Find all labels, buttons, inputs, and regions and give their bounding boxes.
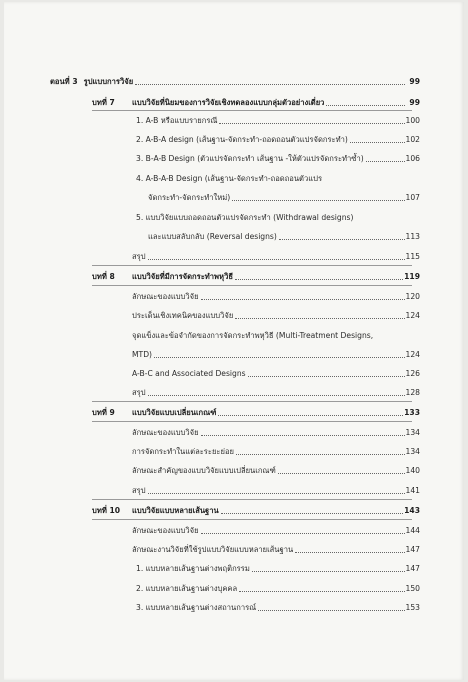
toc-item[interactable] (132, 466, 420, 476)
dot-leader (278, 472, 405, 474)
page-number: 133 (404, 408, 420, 417)
page-number: 100 (405, 116, 420, 125)
dot-leader (135, 83, 405, 85)
chapter-title: แบบวิจัยแบบหลายเส้นฐาน (132, 506, 219, 515)
toc-item-text: จุดแข็งและข้อจำกัดของการจัดกระทำพหุวิธี (Multi-Treatment Designs, (132, 331, 374, 340)
dot-leader (248, 375, 405, 377)
dot-leader (295, 551, 404, 553)
toc-item-text: การจัดกระทำในแต่ละระยะย่อย (132, 447, 234, 456)
dot-leader (201, 298, 405, 300)
dot-leader (235, 278, 403, 280)
part-title: รูปแบบการวิจัย (83, 77, 134, 86)
dot-leader (252, 570, 405, 572)
toc-item[interactable] (132, 545, 420, 555)
dot-leader (219, 122, 404, 124)
dot-leader (235, 317, 404, 319)
toc-item-text: 2. A-B-A design (เส้นฐาน-จัดกระทำ-ถอดถอนตัวแปรจัดกระทำ) (136, 135, 348, 144)
dot-leader (148, 394, 405, 396)
toc-item[interactable] (132, 564, 420, 574)
dot-leader (326, 104, 405, 106)
toc-chapter-entry[interactable] (132, 408, 420, 418)
page-number: 147 (405, 545, 420, 554)
dot-leader (148, 492, 405, 494)
dot-leader (218, 414, 403, 416)
toc-item[interactable] (132, 252, 420, 262)
dot-leader (232, 199, 404, 201)
toc-item-text: 3. แบบหลายเส้นฐานต่างสถานการณ์ (136, 603, 257, 612)
dot-leader (154, 356, 404, 358)
toc-part-entry[interactable] (50, 77, 420, 87)
dot-leader (279, 238, 405, 240)
toc-item-text: 3. B-A-B Design (ตัวแปรจัดกระทำ เส้นฐาน -ให้ตัวแปรจัดกระทำซ้ำ) (136, 154, 364, 163)
page-number: 124 (405, 350, 420, 359)
dot-leader (350, 141, 405, 143)
toc-item-continuation: จัดกระทำ-จัดกระทำใหม่) (148, 193, 231, 202)
page-number: 126 (405, 369, 420, 378)
toc-item-text: ลักษณะของแบบวิจัย (132, 292, 199, 301)
toc-item[interactable] (132, 135, 420, 145)
page-number: 143 (404, 506, 420, 515)
divider (92, 110, 412, 111)
toc-item[interactable] (132, 193, 420, 203)
page-number: 107 (405, 193, 420, 202)
divider (92, 265, 412, 266)
toc-item-text: สรุป (132, 486, 146, 495)
part-label: ตอนที่ 3 (50, 77, 78, 86)
toc-item[interactable] (132, 232, 420, 242)
chapter-label: บทที่ 9 (92, 408, 115, 417)
toc-item[interactable] (132, 584, 420, 594)
page-number: 119 (404, 272, 420, 281)
toc-item[interactable] (132, 350, 420, 360)
dot-leader (201, 434, 405, 436)
page-number: 106 (405, 154, 420, 163)
toc-item-text: ลักษณะของแบบวิจัย (132, 428, 199, 437)
toc-item-text: สรุป (132, 388, 146, 397)
page-number: 102 (405, 135, 420, 144)
toc-chapter-entry[interactable] (132, 98, 420, 108)
toc-item[interactable] (132, 428, 420, 438)
chapter-label: บทที่ 10 (92, 506, 121, 515)
page-number: 115 (405, 252, 420, 261)
toc-item-text: ลักษณะสำคัญของแบบวิจัยแบบเปลี่ยนเกณฑ์ (132, 466, 276, 475)
page-number: 113 (405, 232, 420, 241)
toc-item[interactable] (132, 603, 420, 613)
toc-item[interactable] (132, 116, 420, 126)
toc-item-continuation: และแบบสลับกลับ (Reversal designs) (148, 232, 277, 241)
toc-item[interactable] (132, 526, 420, 536)
page-number: 99 (409, 98, 420, 107)
dot-leader (148, 258, 405, 260)
dot-leader (258, 609, 404, 611)
page-number: 147 (405, 564, 420, 573)
dot-leader (239, 590, 404, 592)
page-number: 134 (405, 428, 420, 437)
chapter-label: บทที่ 7 (92, 98, 115, 107)
divider (92, 519, 412, 520)
page-number: 150 (405, 584, 420, 593)
toc-item-text: สรุป (132, 252, 146, 261)
chapter-title: แบบวิจัยแบบเปลี่ยนเกณฑ์ (132, 408, 217, 417)
chapter-title: แบบวิจัยที่มีการจัดกระทำพหุวิธี (132, 272, 233, 281)
divider (92, 285, 412, 286)
divider (92, 421, 412, 422)
chapter-title: แบบวิจัยที่นิยมของการวิจัยเชิงทดลองแบบกลุ่มตัวอย่างเดี่ยว (132, 98, 325, 107)
dot-leader (221, 512, 403, 514)
dot-leader (201, 532, 405, 534)
page-number: 99 (409, 77, 420, 86)
toc-item-text: A-B-C and Associated Designs (132, 369, 246, 378)
toc-item-text: 4. A-B-A-B Design (เส้นฐาน-จัดกระทำ-ถอดถอนตัวแปร (136, 174, 323, 183)
toc-chapter-entry[interactable] (132, 506, 420, 516)
toc-item-continuation: MTD) (132, 350, 153, 359)
toc-item[interactable] (132, 292, 420, 302)
page-number: 128 (405, 388, 420, 397)
divider (92, 499, 412, 500)
toc-chapter-entry[interactable] (132, 272, 420, 282)
book-page (4, 2, 464, 680)
dot-leader (236, 453, 405, 455)
toc-item-text: ลักษณะงานวิจัยที่ใช้รูปแบบวิจัยแบบหลายเส้นฐาน (132, 545, 294, 554)
chapter-label: บทที่ 8 (92, 272, 115, 281)
toc-item-text: ลักษณะของแบบวิจัย (132, 526, 199, 535)
toc-item-text: 2. แบบหลายเส้นฐานต่างบุคคล (136, 584, 238, 593)
toc-item-text: 5. แบบวิจัยแบบถอดถอนตัวแปรจัดกระทำ (Withdrawal designs) (136, 213, 354, 222)
divider (92, 401, 412, 402)
toc-item[interactable] (132, 311, 420, 321)
page-number: 140 (405, 466, 420, 475)
toc-item[interactable] (132, 154, 420, 164)
page-number: 120 (405, 292, 420, 301)
toc-item-text: 1. A-B หรือแบบรายกรณี (136, 116, 218, 125)
toc-item[interactable] (132, 388, 420, 398)
page-number: 144 (405, 526, 420, 535)
page-number: 124 (405, 311, 420, 320)
toc-item[interactable] (132, 369, 420, 379)
toc-item-text: ประเด็นเชิงเทคนิคของแบบวิจัย (132, 311, 234, 320)
toc-item[interactable] (132, 486, 420, 496)
page-number: 153 (405, 603, 420, 612)
toc-item-text: 1. แบบหลายเส้นฐานต่างพฤติกรรม (136, 564, 250, 573)
page-number: 134 (405, 447, 420, 456)
toc-item[interactable] (132, 447, 420, 457)
dot-leader (366, 160, 405, 162)
page-number: 141 (405, 486, 420, 495)
